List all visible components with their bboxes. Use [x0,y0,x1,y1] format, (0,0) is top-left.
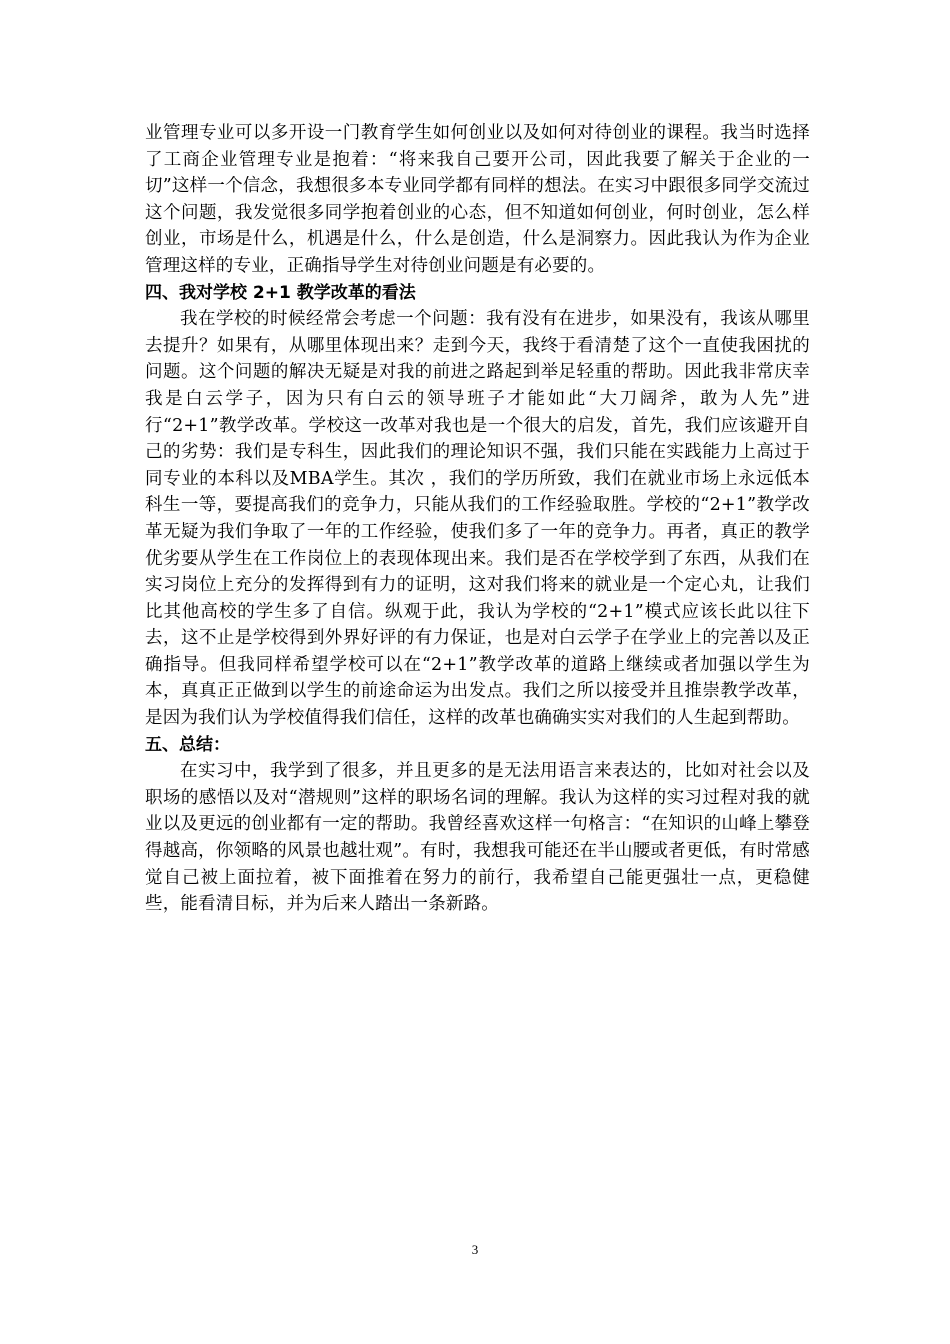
document-body [145,120,810,918]
paragraph-reform: 我在学校的时候经常会考虑一个问题：我有没有在进步，如果没有，我该从哪里去提升？如果有，从哪里体现出来？走到今天，我终于看清楚了这个一直使我困扰的问题。这个问题的解决无疑是对我的前进之路起到举足轻重的帮助。因此我非常庆幸我是白云学子，因为只有白云的领导班子才能如此“大刀阔斧，敢为人先”进行“2+1”教学改革。学校这一改革对我也是一个很大的启发，首先，我们应该避开自己的劣势：我们是专科生，因此我们的理论知识不强，我们只能在实践能力上高过于同专业的本科以及MBA学生。其次 ，我们的学历所致，我们在就业市场上永远低本科生一等，要提高我们的竞争力，只能从我们的工作经验取胜。学校的“2+1”教学改革无疑为我们争取了一年的工作经验，使我们多了一年的竞争力。再者，真正的教学优劣要从学生在工作岗位上的表现体现出来。我们是否在学校学到了东西，从我们在实习岗位上充分的发挥得到有力的证明，这对我们将来的就业是一个定心丸，让我们比其他高校的学生多了自信。纵观于此，我认为学校的“2+1”模式应该长此以往下去，这不止是学校得到外界好评的有力保证，也是对白云学子在学业上的完善以及正确指导。但我同样希望学校可以在“2+1”教学改革的道路上继续或者加强以学生为本，真真正正做到以学生的前途命运为出发点。我们之所以接受并且推崇教学改革，是因为我们认为学校值得我们信任，这样的改革也确确实实对我们的人生起到帮助。 [145,309,810,729]
paragraph-entrepreneurship: 业管理专业可以多开设一门教育学生如何创业以及如何对待创业的课程。我当时选择了工商企业管理专业是抱着：“将来我自己要开公司，因此我要了解关于企业的一切”这样一个信念，我想很多本专业同学都有同样的想法。在实习中跟很多同学交流过这个问题，我发觉很多同学抱着创业的心态，但不知道如何创业，何时创业，怎么样创业，市场是什么，机遇是什么，什么是创造，什么是洞察力。因此我认为作为企业管理这样的专业，正确指导学生对待创业问题是有必要的。 [145,123,810,276]
section-heading-reform: 四、我对学校 2+1 教学改革的看法 [145,282,416,303]
section-heading-summary: 五、总结： [145,734,230,755]
page-number: 3 [471,1242,479,1257]
paragraph-summary: 在实习中，我学到了很多，并且更多的是无法用语言来表达的，比如对社会以及职场的感悟以及对“潜规则”这样的职场名词的理解。我认为这样的实习过程对我的就业以及更远的创业都有一定的帮助。我曾经喜欢这样一句格言：“在知识的山峰上攀登得越高，你领略的风景也越壮观”。有时，我想我可能还在半山腰或者更低，有时常感觉自己被上面拉着，被下面推着在努力的前行，我希望自己能更强壮一点，更稳健些，能看清目标，并为后来人踏出一条新路。 [145,761,810,915]
